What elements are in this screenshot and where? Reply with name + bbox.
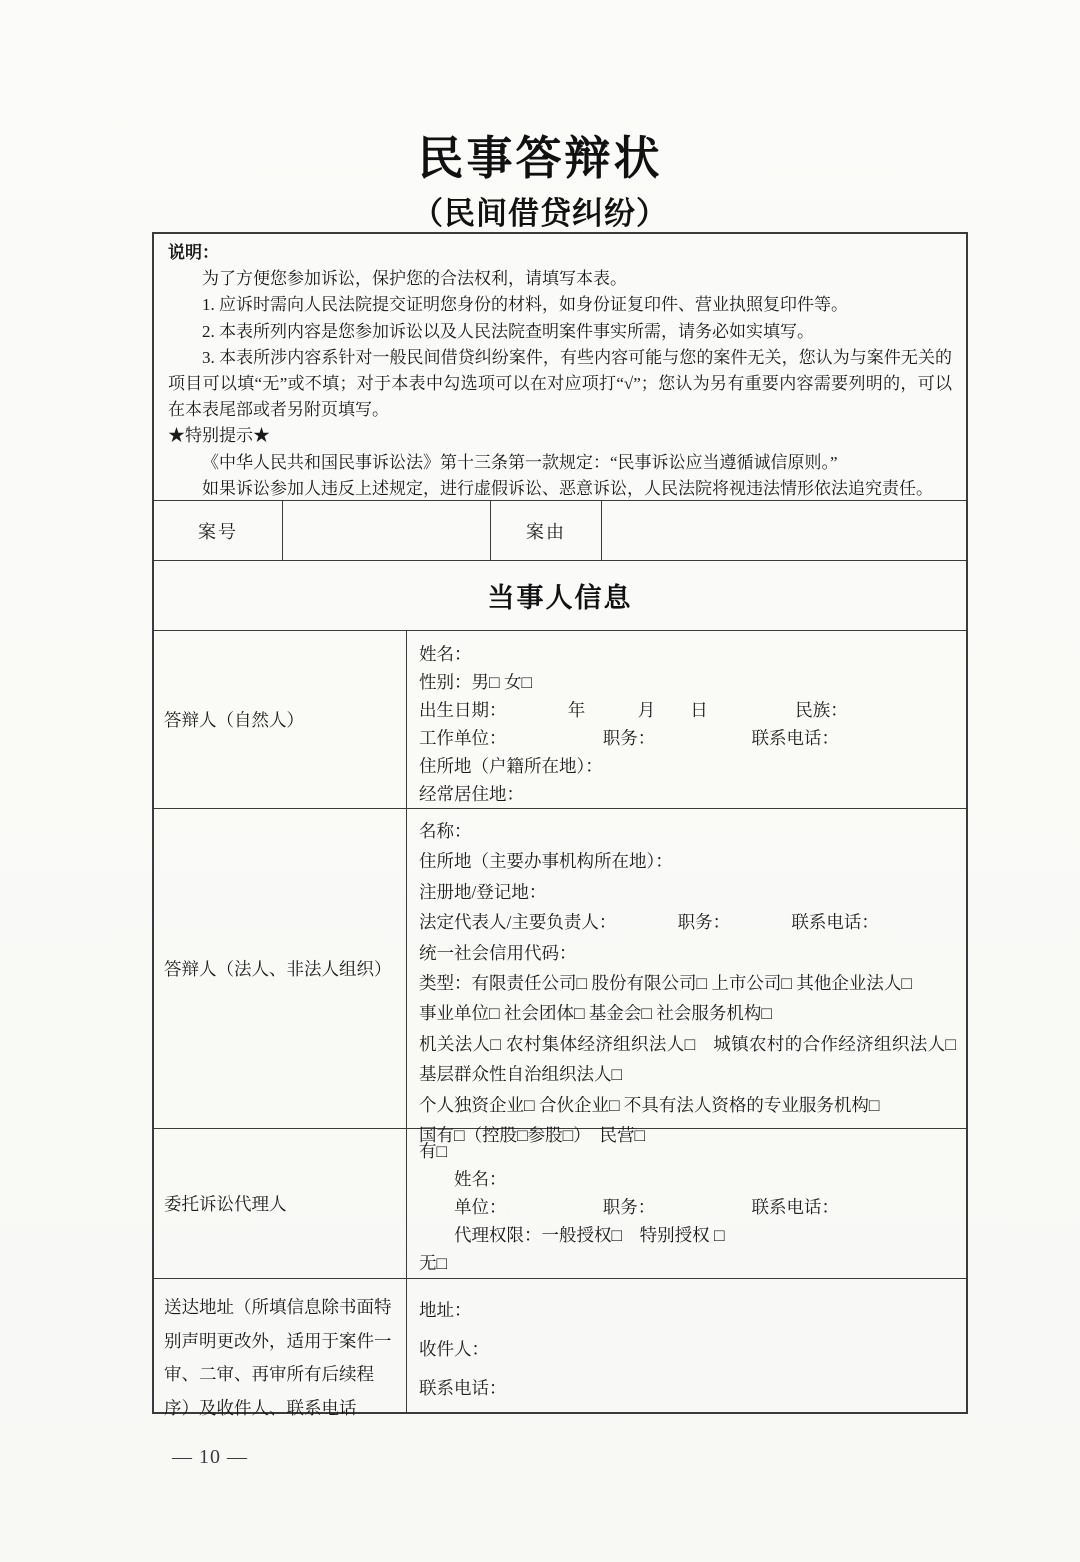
field-agent-name: 姓名： — [419, 1169, 507, 1189]
case-row — [154, 500, 966, 560]
field-habitual-residence: 经常居住地： — [419, 784, 524, 804]
natural-person-fields — [407, 631, 966, 808]
cause-of-action-field — [602, 501, 966, 560]
instruction-paragraph: 为了方便您参加诉讼，保护您的合法权利，请填写本表。 — [202, 269, 627, 289]
field-org-type-sole-partnership: 个人独资企业□ 合伙企业□ 不具有法人资格的专业服务机构□ — [419, 1094, 880, 1115]
page-subtitle: （民间借贷纠纷） — [412, 196, 668, 231]
legal-person-row — [154, 808, 966, 1146]
field-agent-authority: 代理权限：一般授权□ 特别授权 □ — [419, 1225, 725, 1245]
service-address-label: 送达地址（所填信息除书面特别声明更改外，适用于案件一审、二审、再审所有后续程序）及收件人、联系电话 — [154, 1279, 407, 1412]
natural-person-label: 答辩人（自然人） — [154, 631, 407, 808]
cause-of-action-label: 案由 — [491, 501, 602, 560]
field-legal-rep: 法定代表人/主要负责人： 职务： 联系电话： — [419, 912, 879, 933]
field-credit-code: 统一社会信用代码： — [419, 942, 577, 963]
agent-row — [154, 1128, 966, 1278]
page-title: 民事答辩状 — [417, 133, 663, 184]
field-recipient: 收件人： — [419, 1339, 489, 1359]
field-agent-employer: 单位： 职务： 联系电话： — [419, 1197, 839, 1217]
instruction-paragraph: 1. 应诉时需向人民法院提交证明您身份的材料，如身份证复印件、营业执照复印件等。 — [202, 295, 848, 315]
legal-person-label: 答辩人（法人、非法人组织） — [154, 809, 407, 1128]
field-employer-title-phone: 工作单位： 职务： 联系电话： — [419, 728, 839, 748]
agent-fields — [407, 1129, 966, 1278]
field-org-type-collective: 机关法人□ 农村集体经济组织法人□ 城镇农村的合作经济组织法人□ 基层群众性自治组织法人□ — [419, 1033, 961, 1085]
agent-label: 委托诉讼代理人 — [154, 1129, 407, 1278]
party-info-section-header: 当事人信息 — [154, 560, 966, 630]
field-agent-no-checkbox: 无□ — [419, 1253, 448, 1273]
field-agent-yes-checkbox: 有□ — [419, 1141, 448, 1161]
instruction-paragraph: 2. 本表所列内容是您参加诉讼以及人民法院查明案件事实所需，请务必如实填写。 — [202, 321, 814, 341]
field-name: 姓名： — [419, 644, 472, 664]
field-org-ownership: 国有□（控股□参股□） 民营□ — [419, 1125, 646, 1146]
field-domicile: 住所地（户籍所在地）： — [419, 756, 603, 776]
case-number-field — [283, 501, 491, 560]
service-address-row — [154, 1278, 966, 1418]
field-address: 地址： — [419, 1300, 472, 1320]
field-contact-phone: 联系电话： — [419, 1378, 507, 1398]
field-registration-place: 注册地/登记地： — [419, 881, 547, 902]
instruction-paragraph: 3. 本表所涉内容系针对一般民间借贷纠纷案件，有些内容可能与您的案件无关，您认为与案件无关的项目可以填“无”或不填；对于本表中勾选项可以在对应项打“√”；您认为另有重要内容需要列明的，可以在本表尾部或者另附页填写。 — [168, 347, 952, 420]
service-address-fields — [407, 1279, 966, 1412]
field-birthdate-ethnicity: 出生日期： 年 月 日 民族： — [419, 700, 848, 720]
special-notice-heading: ★特别提示★ — [168, 426, 270, 446]
legal-person-fields — [407, 809, 966, 1146]
field-org-type-company: 类型：有限责任公司□ 股份有限公司□ 上市公司□ 其他企业法人□ — [419, 973, 912, 994]
instruction-paragraph: 如果诉讼参加人违反上述规定，进行虚假诉讼、恶意诉讼，人民法院将视违法情形依法追究责任。 — [202, 478, 933, 498]
field-org-name: 名称： — [419, 821, 472, 841]
natural-person-row — [154, 630, 966, 808]
field-gender: 性别：男□ 女□ — [419, 672, 533, 692]
case-number-label: 案号 — [154, 501, 283, 560]
instruction-paragraph: 《中华人民共和国民事诉讼法》第十三条第一款规定：“民事诉讼应当遵循诚信原则。” — [202, 452, 838, 472]
page-number: — 10 — — [172, 1446, 248, 1468]
instructions-block — [154, 234, 966, 500]
field-org-type-institution: 事业单位□ 社会团体□ 基金会□ 社会服务机构□ — [419, 1003, 772, 1024]
field-org-domicile: 住所地（主要办事机构所在地）： — [419, 851, 673, 872]
form-table — [152, 232, 968, 1418]
instructions-heading: 说明： — [168, 243, 219, 262]
